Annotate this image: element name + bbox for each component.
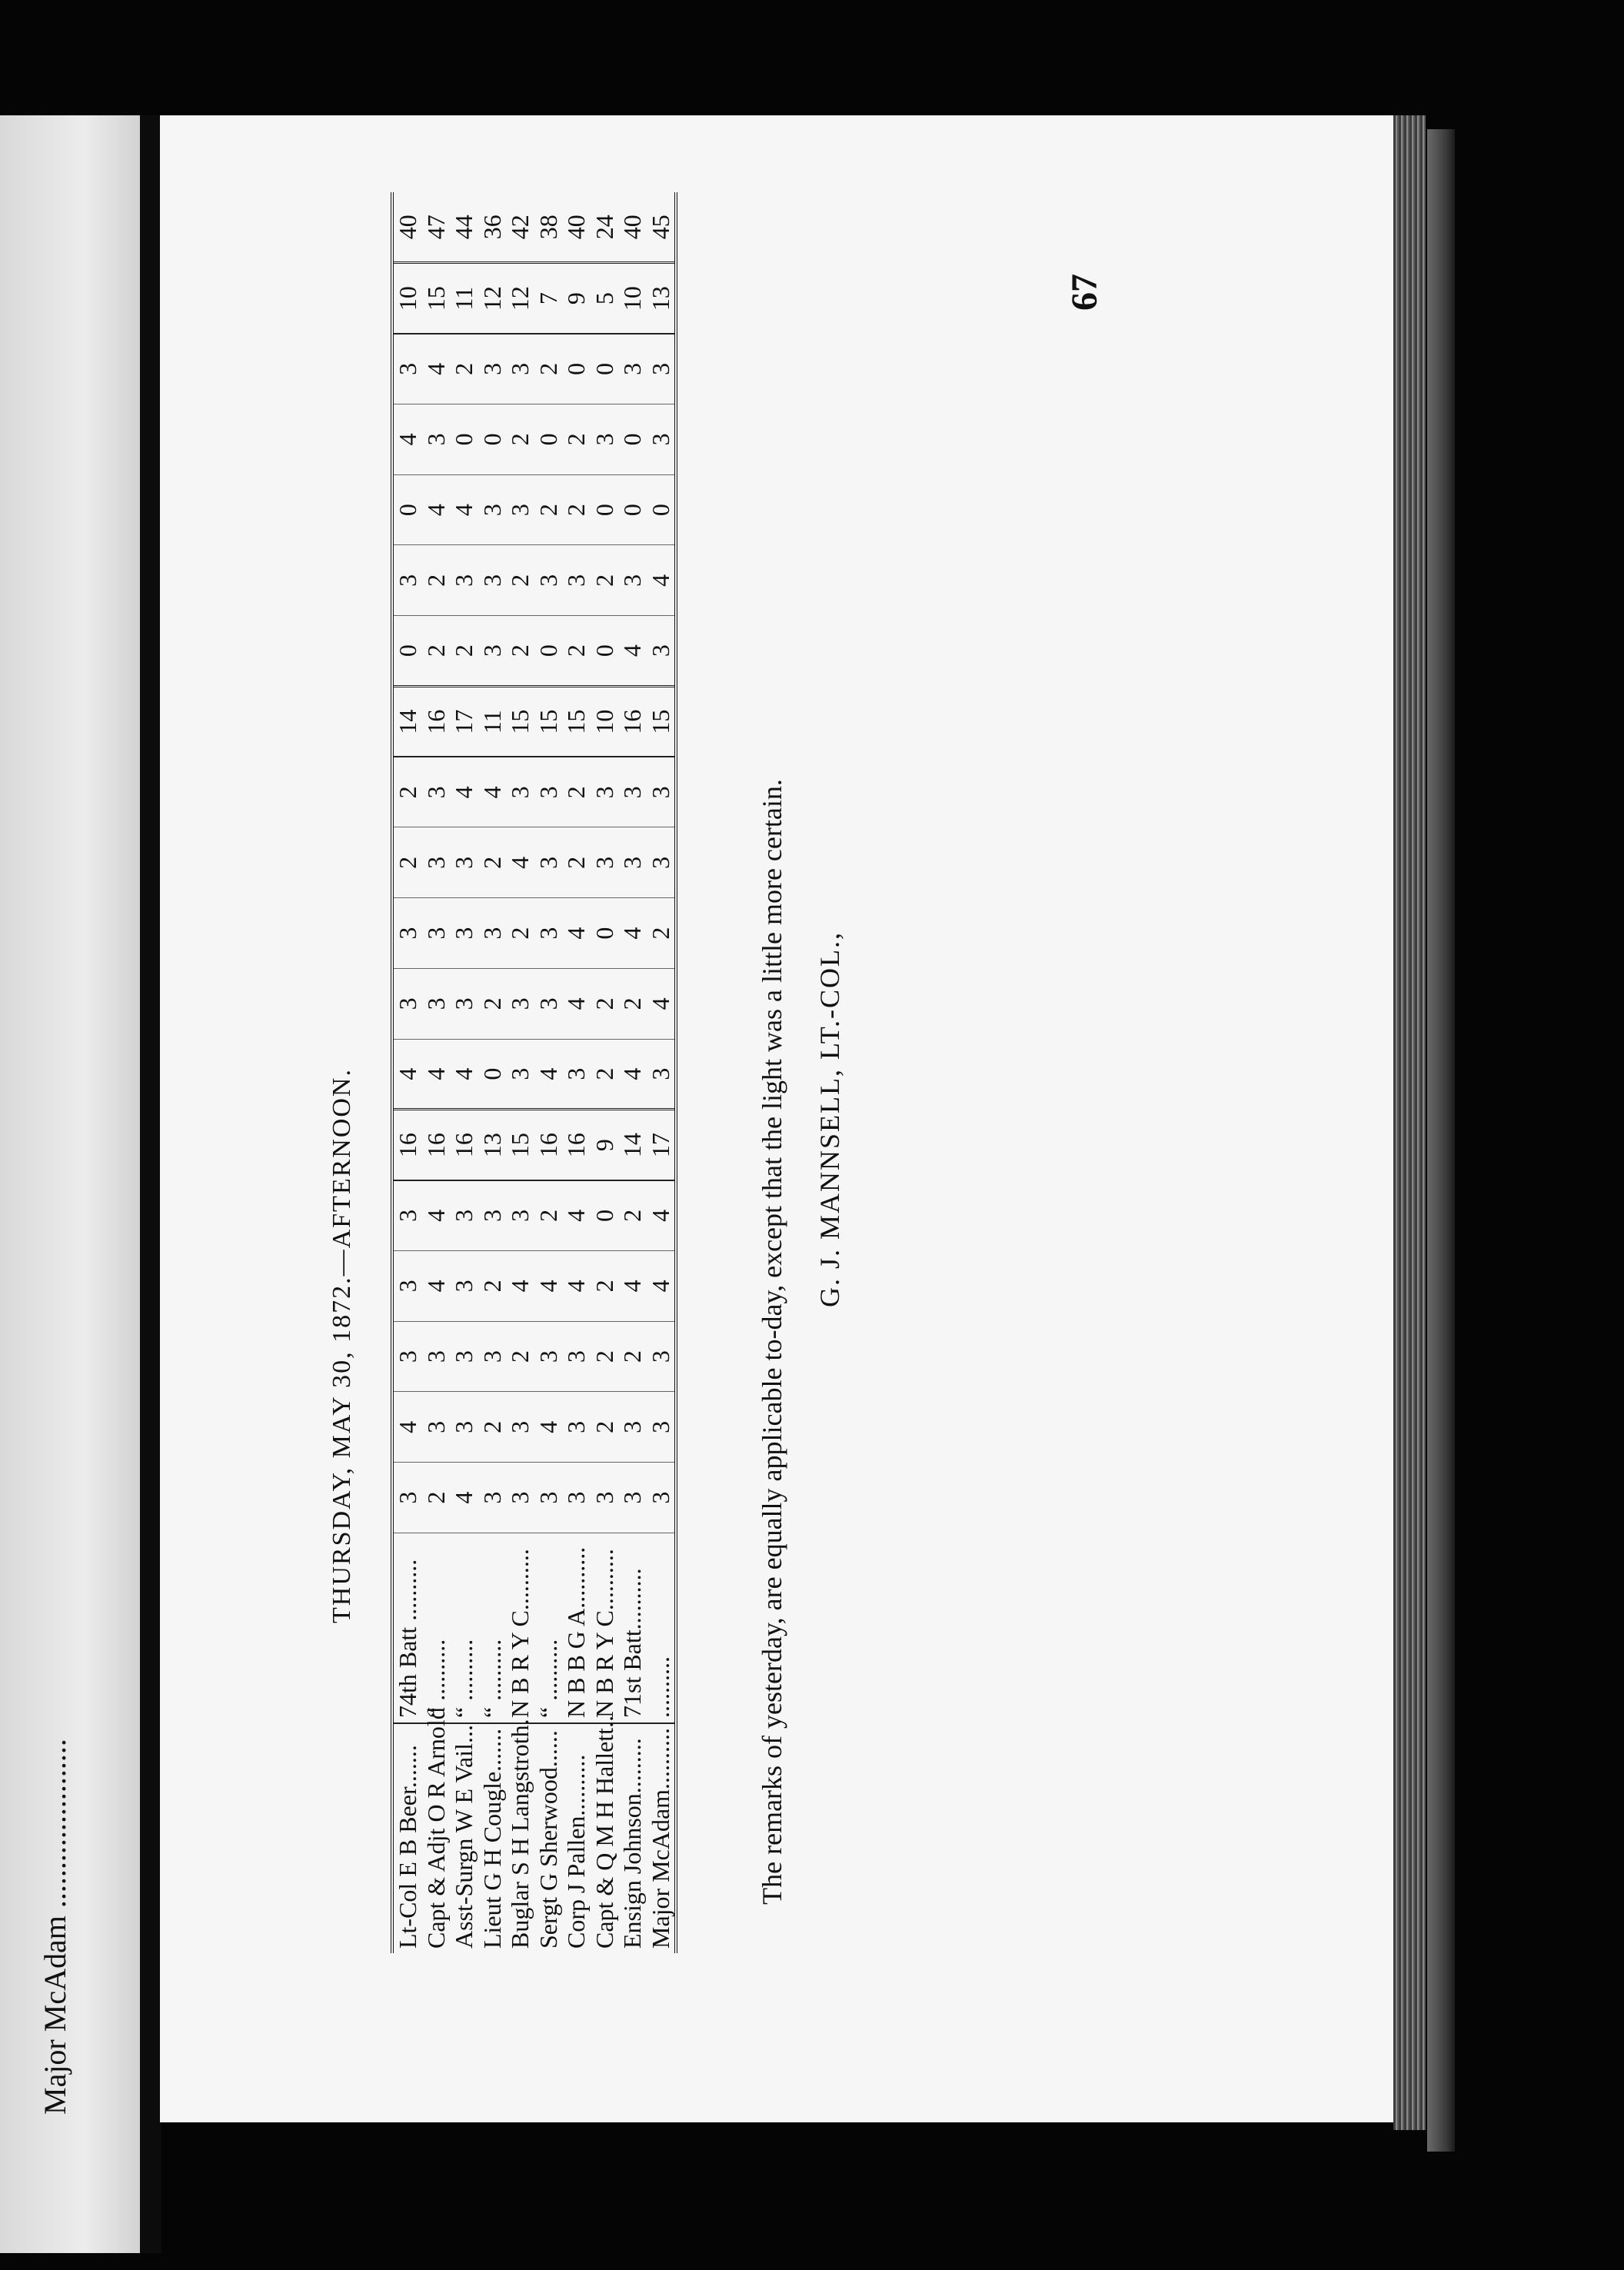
score-cell: 2 xyxy=(647,898,677,969)
range-total-cell: 5 xyxy=(591,263,619,334)
score-cell: 3 xyxy=(450,545,478,616)
table-row xyxy=(422,192,451,1953)
score-cell: 4 xyxy=(422,1251,451,1322)
score-cell: 4 xyxy=(450,474,478,545)
competitor-name: Sergt G Sherwood...... xyxy=(534,1730,562,1949)
score-cell: 3 xyxy=(647,334,677,404)
score-cell: 4 xyxy=(618,616,647,687)
range-total-cell: 15 xyxy=(506,1110,534,1180)
score-cell: 4 xyxy=(506,827,534,898)
score-cell: 2 xyxy=(591,545,619,616)
score-cell: 4 xyxy=(534,1251,563,1322)
score-cell: 4 xyxy=(450,1463,478,1533)
score-cell: 3 xyxy=(647,827,677,898)
score-cell: 2 xyxy=(392,827,422,898)
score-cell: 2 xyxy=(506,545,534,616)
score-cell: 0 xyxy=(591,1180,619,1251)
score-cell: 2 xyxy=(506,898,534,969)
score-cell: 3 xyxy=(422,757,451,827)
range-total-cell: 11 xyxy=(450,263,478,334)
total-score-cell: 45 xyxy=(647,192,677,263)
score-cell: 4 xyxy=(422,334,451,404)
score-cell: 2 xyxy=(450,616,478,687)
competitor-corps: N B R Y C.......... xyxy=(506,1533,534,1724)
score-cell: 4 xyxy=(647,1180,677,1251)
score-cell: 2 xyxy=(392,757,422,827)
score-cell: 2 xyxy=(534,474,563,545)
score-cell: 2 xyxy=(534,334,563,404)
table-row xyxy=(534,192,563,1953)
range-total-cell: 14 xyxy=(618,1110,647,1180)
score-cell: 4 xyxy=(422,1039,451,1110)
score-cell: 3 xyxy=(618,334,647,404)
score-cell: 3 xyxy=(478,1180,507,1251)
score-cell: 3 xyxy=(618,757,647,827)
score-cell: 0 xyxy=(392,474,422,545)
score-cell: 3 xyxy=(392,969,422,1040)
page-content xyxy=(160,115,1398,2122)
left-page-text: Major McAdam ...................... xyxy=(38,1739,72,2115)
range-total-cell: 16 xyxy=(618,687,647,757)
score-cell: 3 xyxy=(591,1463,619,1533)
score-cell: 3 xyxy=(618,1463,647,1533)
score-cell: 4 xyxy=(562,1251,591,1322)
competitor-name: Asst-Surgn W E Vail... xyxy=(450,1725,478,1949)
score-table xyxy=(391,192,737,1953)
score-cell: 2 xyxy=(562,474,591,545)
competitor-corps: “ .......... xyxy=(450,1533,478,1724)
range-total-cell: 10 xyxy=(591,687,619,757)
table-row xyxy=(591,192,619,1953)
table-row xyxy=(392,192,422,1953)
total-score-cell: 24 xyxy=(591,192,619,263)
score-cell: 3 xyxy=(506,1392,534,1463)
score-cell: 3 xyxy=(450,969,478,1040)
range-total-cell: 10 xyxy=(618,263,647,334)
competitor-corps: “ .......... xyxy=(534,1533,563,1724)
competitor-corps: .......... xyxy=(647,1533,677,1724)
score-cell: 3 xyxy=(562,1039,591,1110)
signature: G. J. MANNSELL, LT.-COL., xyxy=(814,931,845,1307)
total-score-cell: 40 xyxy=(392,192,422,263)
score-cell: 3 xyxy=(478,1321,507,1392)
score-cell: 4 xyxy=(392,404,422,475)
score-cell: 3 xyxy=(422,898,451,969)
score-cell: 0 xyxy=(591,616,619,687)
score-cell: 2 xyxy=(422,1463,451,1533)
competitor-corps: “ .......... xyxy=(422,1533,451,1724)
total-score-cell: 44 xyxy=(450,192,478,263)
score-cell: 3 xyxy=(422,1392,451,1463)
range-total-cell: 15 xyxy=(647,687,677,757)
total-score-cell: 36 xyxy=(478,192,507,263)
score-cell: 3 xyxy=(534,1321,563,1392)
score-cell: 3 xyxy=(506,474,534,545)
score-cell: 3 xyxy=(478,474,507,545)
score-cell: 3 xyxy=(591,404,619,475)
score-cell: 3 xyxy=(506,1180,534,1251)
competitor-corps: 71st Batt.......... xyxy=(618,1533,647,1724)
score-cell: 3 xyxy=(562,1392,591,1463)
score-cell: 3 xyxy=(422,404,451,475)
score-cell: 4 xyxy=(478,757,507,827)
score-cell: 2 xyxy=(450,334,478,404)
table-row xyxy=(647,192,677,1953)
score-cell: 3 xyxy=(591,757,619,827)
score-cell: 4 xyxy=(618,898,647,969)
total-score-cell: 40 xyxy=(618,192,647,263)
table-row xyxy=(506,192,534,1953)
score-cell: 3 xyxy=(450,1392,478,1463)
score-cell: 2 xyxy=(591,969,619,1040)
score-cell: 2 xyxy=(591,1251,619,1322)
page-number: 67 xyxy=(1064,274,1105,311)
score-cell: 2 xyxy=(506,616,534,687)
range-total-cell: 13 xyxy=(478,1110,507,1180)
score-cell: 3 xyxy=(478,545,507,616)
score-cell: 2 xyxy=(478,827,507,898)
score-cell: 3 xyxy=(506,1039,534,1110)
total-score-cell: 47 xyxy=(422,192,451,263)
score-cell: 3 xyxy=(478,898,507,969)
range-total-cell: 16 xyxy=(422,1110,451,1180)
score-cell: 3 xyxy=(450,1321,478,1392)
range-total-cell: 16 xyxy=(562,1110,591,1180)
score-cell: 0 xyxy=(478,1039,507,1110)
score-cell: 0 xyxy=(478,404,507,475)
score-cell: 3 xyxy=(534,545,563,616)
score-cell: 2 xyxy=(591,1392,619,1463)
competitor-corps: N B R Y C.......... xyxy=(591,1533,619,1724)
score-cell: 2 xyxy=(422,545,451,616)
total-score-cell: 38 xyxy=(534,192,563,263)
score-cell: 2 xyxy=(591,1321,619,1392)
range-total-cell: 15 xyxy=(562,687,591,757)
score-cell: 2 xyxy=(591,1039,619,1110)
score-cell: 2 xyxy=(618,1180,647,1251)
score-cell: 4 xyxy=(392,1039,422,1110)
score-cell: 0 xyxy=(618,404,647,475)
score-table-body xyxy=(392,192,676,1953)
table-row xyxy=(450,192,478,1953)
score-cell: 3 xyxy=(478,334,507,404)
score-cell: 3 xyxy=(618,545,647,616)
score-cell: 0 xyxy=(647,474,677,545)
page-edges xyxy=(1393,115,1426,2130)
score-cell: 3 xyxy=(647,404,677,475)
score-cell: 3 xyxy=(392,1321,422,1392)
score-cell: 3 xyxy=(392,898,422,969)
score-cell: 0 xyxy=(591,474,619,545)
score-cell: 2 xyxy=(618,969,647,1040)
competitor-name: Lieut G H Cougle....... xyxy=(478,1728,506,1949)
score-cell: 3 xyxy=(647,1392,677,1463)
score-cell: 4 xyxy=(618,1039,647,1110)
score-cell: 3 xyxy=(478,616,507,687)
score-cell: 2 xyxy=(562,616,591,687)
score-cell: 2 xyxy=(506,1321,534,1392)
score-cell: 3 xyxy=(647,1463,677,1533)
score-cell: 0 xyxy=(450,404,478,475)
score-cell: 3 xyxy=(506,1463,534,1533)
score-cell: 3 xyxy=(392,1180,422,1251)
score-cell: 2 xyxy=(506,404,534,475)
score-cell: 4 xyxy=(450,757,478,827)
competitor-corps: “ .......... xyxy=(478,1533,507,1724)
competitor-name: Capt & Adjt O R Arnold xyxy=(421,1707,450,1949)
score-cell: 3 xyxy=(647,616,677,687)
range-total-cell: 7 xyxy=(534,263,563,334)
score-cell: 4 xyxy=(534,1039,563,1110)
table-row xyxy=(562,192,591,1953)
range-total-cell: 13 xyxy=(647,263,677,334)
score-cell: 3 xyxy=(478,1463,507,1533)
range-total-cell: 17 xyxy=(450,687,478,757)
score-cell: 3 xyxy=(422,827,451,898)
score-cell: 3 xyxy=(591,827,619,898)
total-score-cell: 40 xyxy=(562,192,591,263)
score-cell: 2 xyxy=(478,1251,507,1322)
score-cell: 4 xyxy=(618,1251,647,1322)
remark-text: The remarks of yesterday, are equally applicable to-day, except that the light was a little more certain. xyxy=(757,779,787,1905)
score-cell: 2 xyxy=(562,827,591,898)
range-total-cell: 15 xyxy=(422,263,451,334)
score-cell: 2 xyxy=(562,404,591,475)
score-cell: 3 xyxy=(562,1463,591,1533)
range-total-cell: 16 xyxy=(450,1110,478,1180)
score-cell: 3 xyxy=(506,334,534,404)
range-total-cell: 16 xyxy=(392,1110,422,1180)
score-cell: 3 xyxy=(618,1392,647,1463)
score-cell: 4 xyxy=(392,1392,422,1463)
score-cell: 3 xyxy=(562,545,591,616)
score-cell: 3 xyxy=(647,757,677,827)
score-cell: 3 xyxy=(392,1463,422,1533)
score-cell: 4 xyxy=(562,1180,591,1251)
score-cell: 3 xyxy=(450,1180,478,1251)
score-cell: 0 xyxy=(562,334,591,404)
range-total-cell: 16 xyxy=(534,1110,563,1180)
book-cover-edge xyxy=(1427,129,1455,2152)
range-total-cell: 12 xyxy=(506,263,534,334)
range-total-cell: 16 xyxy=(422,687,451,757)
score-cell: 2 xyxy=(478,969,507,1040)
range-total-cell: 14 xyxy=(392,687,422,757)
score-cell: 3 xyxy=(506,757,534,827)
competitor-name: Capt & Q M H Hallett.. xyxy=(590,1715,618,1949)
range-total-cell: 15 xyxy=(506,687,534,757)
score-cell: 4 xyxy=(647,969,677,1040)
score-cell: 3 xyxy=(534,757,563,827)
score-cell: 3 xyxy=(562,1321,591,1392)
range-total-cell: 15 xyxy=(534,687,563,757)
score-cell: 3 xyxy=(450,1251,478,1322)
competitor-name: Lt-Col E B Beer....... xyxy=(394,1745,421,1949)
range-total-cell: 11 xyxy=(478,687,507,757)
score-cell: 0 xyxy=(534,404,563,475)
score-cell: 3 xyxy=(534,898,563,969)
score-cell: 4 xyxy=(450,1039,478,1110)
score-cell: 0 xyxy=(618,474,647,545)
score-cell: 2 xyxy=(422,616,451,687)
score-cell: 0 xyxy=(591,334,619,404)
score-cell: 4 xyxy=(506,1251,534,1322)
range-total-cell: 9 xyxy=(591,1110,619,1180)
score-cell: 3 xyxy=(506,969,534,1040)
score-cell: 4 xyxy=(422,1180,451,1251)
score-cell: 4 xyxy=(647,545,677,616)
score-cell: 4 xyxy=(562,898,591,969)
competitor-corps: 74th Batt .......... xyxy=(392,1533,422,1724)
score-cell: 3 xyxy=(392,1251,422,1322)
score-cell: 3 xyxy=(534,1463,563,1533)
score-cell: 3 xyxy=(647,1321,677,1392)
table-row xyxy=(478,192,507,1953)
range-total-cell: 12 xyxy=(478,263,507,334)
score-cell: 4 xyxy=(422,474,451,545)
score-cell: 4 xyxy=(647,1251,677,1322)
range-total-cell: 17 xyxy=(647,1110,677,1180)
score-cell: 0 xyxy=(591,898,619,969)
total-score-cell: 42 xyxy=(506,192,534,263)
score-cell: 3 xyxy=(647,1039,677,1110)
score-cell: 2 xyxy=(562,757,591,827)
score-cell: 2 xyxy=(618,1321,647,1392)
score-cell: 3 xyxy=(618,827,647,898)
competitor-name: Ensign Johnson......... xyxy=(618,1738,646,1949)
page-heading: THURSDAY, MAY 30, 1872.—AFTERNOON. xyxy=(328,1068,356,1623)
score-cell: 3 xyxy=(534,969,563,1040)
score-cell: 3 xyxy=(392,334,422,404)
competitor-corps: N B B G A.......... xyxy=(562,1533,591,1724)
range-total-cell: 10 xyxy=(392,263,422,334)
competitor-name: Major McAdam.......... xyxy=(646,1727,674,1949)
competitor-name: Buglar S H Langstroth. xyxy=(506,1719,534,1949)
score-cell: 3 xyxy=(422,1321,451,1392)
score-cell: 3 xyxy=(422,969,451,1040)
score-cell: 3 xyxy=(534,827,563,898)
table-row xyxy=(618,192,647,1953)
score-cell: 0 xyxy=(392,616,422,687)
score-cell: 2 xyxy=(478,1392,507,1463)
left-page-fragment xyxy=(0,115,140,2253)
score-cell: 3 xyxy=(450,827,478,898)
score-cell: 3 xyxy=(450,898,478,969)
score-cell: 4 xyxy=(534,1392,563,1463)
range-total-cell: 9 xyxy=(562,263,591,334)
score-cell: 0 xyxy=(534,616,563,687)
score-cell: 2 xyxy=(534,1180,563,1251)
score-cell: 4 xyxy=(562,969,591,1040)
binding-gutter xyxy=(140,115,161,2253)
competitor-name: Corp J Pallen.......... xyxy=(562,1754,590,1949)
score-cell: 3 xyxy=(392,545,422,616)
